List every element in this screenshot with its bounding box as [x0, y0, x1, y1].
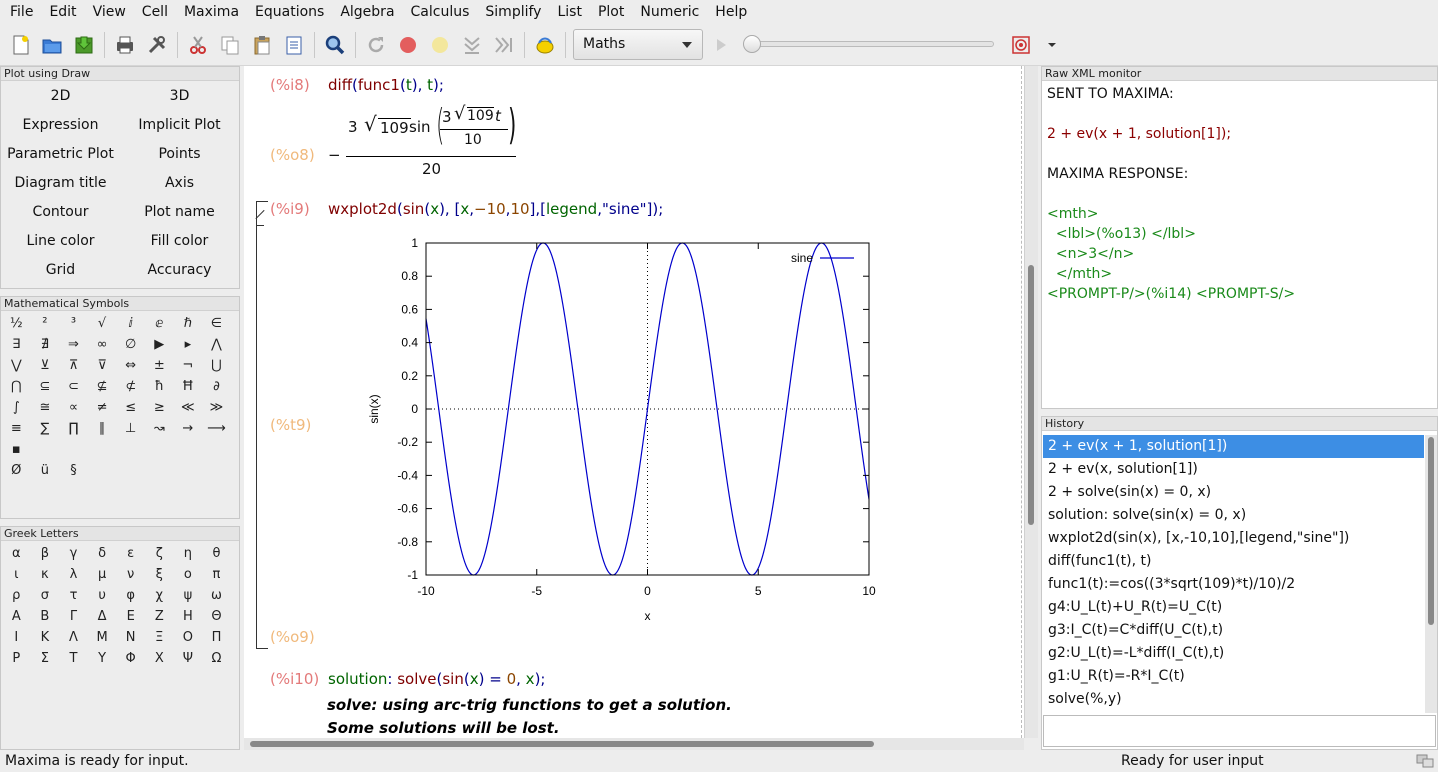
- y-tick-label: -0.4: [397, 468, 418, 483]
- math-symbol-24[interactable]: ⋂: [10, 379, 22, 394]
- draw-fill-color-button[interactable]: Fill color: [150, 233, 209, 249]
- greek-letter-38[interactable]: Ο: [182, 630, 193, 645]
- history-scrollbar[interactable]: [1425, 435, 1437, 713]
- math-symbol-29[interactable]: ħ: [154, 379, 164, 394]
- copy-icon[interactable]: [218, 33, 242, 57]
- cell-type-select[interactable]: [573, 29, 703, 60]
- greek-letter-31[interactable]: Θ: [211, 609, 222, 624]
- greek-letter-35[interactable]: Μ: [96, 630, 108, 645]
- math-symbol-44[interactable]: ⊥: [125, 421, 137, 436]
- y-tick-label: 0.8: [401, 269, 418, 284]
- math-symbol-49: [31, 439, 60, 460]
- scrollbar-thumb-horizontal[interactable]: [250, 741, 874, 747]
- greek-letter-17[interactable]: σ: [40, 588, 50, 603]
- greek-letter-30[interactable]: Η: [182, 609, 193, 624]
- menu-maxima[interactable]: Maxima: [183, 4, 240, 20]
- history-panel: [1041, 416, 1438, 750]
- animation-slider[interactable]: [744, 41, 994, 47]
- menu-help[interactable]: Help: [715, 4, 748, 20]
- overflow-icon[interactable]: [1040, 33, 1064, 57]
- greek-letter-4[interactable]: ε: [127, 546, 135, 561]
- math-symbol-57[interactable]: ü: [40, 463, 50, 478]
- draw-diagram-title-button[interactable]: Diagram title: [14, 175, 107, 191]
- greek-letter-9[interactable]: κ: [41, 567, 49, 582]
- xml-response-line: <n>3</n>: [1047, 246, 1135, 262]
- greek-letter-3[interactable]: δ: [98, 546, 107, 561]
- draw-panel-title: Plot using Draw: [1, 67, 239, 81]
- draw-contour-button[interactable]: Contour: [32, 204, 89, 220]
- history-item[interactable]: wxplot2d(sin(x), [x,-10,10],[legend,"sine"]): [1048, 530, 1350, 546]
- math-symbol-55: [202, 439, 231, 460]
- math-symbol-13[interactable]: ▶: [154, 337, 165, 352]
- greek-letter-23[interactable]: ω: [211, 588, 222, 603]
- draw-implicit-plot-button[interactable]: Implicit Plot: [138, 117, 221, 133]
- history-item[interactable]: solve(%,y): [1048, 691, 1122, 707]
- math-symbol-26[interactable]: ⊂: [68, 379, 79, 394]
- output-label-t9: (%t9): [270, 416, 312, 434]
- history-item[interactable]: solution: solve(sin(x) = 0, x): [1048, 507, 1247, 523]
- find-icon[interactable]: [323, 33, 347, 57]
- math-symbol-50: [59, 439, 88, 460]
- greek-letter-10[interactable]: λ: [69, 567, 78, 582]
- math-symbol-20[interactable]: ⇔: [125, 358, 137, 373]
- cell-bracket-i9[interactable]: [256, 201, 257, 649]
- greek-letter-27[interactable]: Δ: [97, 609, 107, 624]
- history-item[interactable]: 2 + solve(sin(x) = 0, x): [1048, 484, 1212, 500]
- math-symbols-title: Mathematical Symbols: [1, 297, 239, 311]
- history-list[interactable]: [1043, 435, 1424, 713]
- greek-letter-25[interactable]: Β: [40, 609, 50, 624]
- menu-simplify[interactable]: Simplify: [485, 4, 542, 20]
- math-symbol-37[interactable]: ≥: [153, 400, 165, 415]
- math-symbol-51: [88, 439, 117, 460]
- history-item[interactable]: 2 + ev(x, solution[1]): [1048, 461, 1198, 477]
- math-symbol-39[interactable]: ≫: [209, 400, 224, 415]
- math-symbol-12[interactable]: ∅: [125, 337, 137, 352]
- greek-letter-24[interactable]: Α: [11, 609, 21, 624]
- xml-response-line: </mth>: [1047, 266, 1113, 282]
- worksheet-vertical-scrollbar[interactable]: [1024, 66, 1038, 738]
- cell-type-value: Maths: [583, 36, 626, 52]
- math-symbol-54: [174, 439, 203, 460]
- y-tick-label: 0.2: [401, 368, 418, 383]
- input-label-i10: (%i10): [270, 670, 320, 688]
- menubar: [0, 0, 1438, 24]
- x-tick-label: 5: [754, 584, 762, 598]
- math-symbol-34[interactable]: ∝: [68, 400, 79, 415]
- math-symbol-15[interactable]: ⋀: [211, 337, 222, 352]
- xml-monitor-panel: [1041, 66, 1438, 409]
- menu-file[interactable]: File: [10, 4, 34, 20]
- x-tick-label: 10: [862, 584, 876, 598]
- sine-plot: [360, 230, 900, 630]
- output-label-o9: (%o9): [270, 628, 315, 646]
- menu-numeric[interactable]: Numeric: [640, 4, 700, 20]
- math-symbol-10[interactable]: ⇒: [68, 337, 79, 352]
- scrollbar-thumb[interactable]: [1028, 265, 1034, 525]
- greek-letter-32[interactable]: Ι: [14, 630, 19, 645]
- history-title: History: [1042, 417, 1437, 431]
- new-file-icon[interactable]: [9, 33, 33, 57]
- x-tick-label: 0: [644, 584, 651, 598]
- menu-edit[interactable]: Edit: [49, 4, 77, 20]
- math-symbol-47[interactable]: ⟶: [207, 421, 226, 436]
- draw-button-grid: [1, 81, 239, 286]
- input-cell-i8[interactable]: diff(func1(t), t);: [328, 76, 444, 94]
- draw-grid-button[interactable]: Grid: [45, 262, 76, 278]
- math-symbol-11[interactable]: ∞: [96, 337, 108, 352]
- greek-letter-7[interactable]: θ: [212, 546, 221, 561]
- interrupt-icon[interactable]: [396, 33, 420, 57]
- greek-letter-8[interactable]: ι: [14, 567, 19, 582]
- math-symbol-4[interactable]: ⅈ: [128, 316, 133, 331]
- greek-letter-5[interactable]: ζ: [155, 546, 163, 561]
- history-item[interactable]: g1:U_R(t)=-R*I_C(t): [1048, 668, 1185, 684]
- y-tick-label: -0.6: [397, 501, 418, 516]
- export-icon[interactable]: [282, 33, 306, 57]
- math-symbol-5[interactable]: ⅇ: [155, 316, 164, 331]
- math-symbol-17[interactable]: ⊻: [40, 358, 50, 373]
- math-symbol-1[interactable]: ²: [42, 316, 48, 331]
- follow-icon[interactable]: [428, 33, 452, 57]
- input-label-i8: (%i8): [270, 76, 310, 94]
- draw-parametric-plot-button[interactable]: Parametric Plot: [7, 146, 114, 162]
- math-symbol-8[interactable]: ∃: [12, 337, 21, 352]
- y-tick-label: 0.4: [401, 335, 418, 350]
- math-symbol-23[interactable]: ⋃: [211, 358, 222, 373]
- xml-response-line: <PROMPT-P/>(%i14) <PROMPT-S/>: [1047, 286, 1296, 302]
- greek-letter-2[interactable]: γ: [69, 546, 78, 561]
- legend-label: sine: [790, 251, 813, 265]
- greek-letter-22[interactable]: ψ: [183, 588, 193, 603]
- math-symbol-56[interactable]: Ø: [11, 463, 22, 478]
- math-symbol-27[interactable]: ⊈: [96, 379, 108, 394]
- menu-equations[interactable]: Equations: [255, 4, 325, 20]
- draw-3d-button[interactable]: 3D: [169, 88, 190, 104]
- history-scrollbar-thumb[interactable]: [1428, 437, 1434, 625]
- y-tick-label: 0: [411, 402, 418, 416]
- menu-view[interactable]: View: [92, 4, 126, 20]
- greek-letter-6[interactable]: η: [183, 546, 192, 561]
- math-symbol-33[interactable]: ≅: [39, 400, 51, 415]
- greek-letter-44[interactable]: Φ: [125, 651, 136, 666]
- draw-panel: [0, 66, 240, 289]
- output-o8-expression: − 3 √ 109 sin ( 3 √ 109 t 10 ) 20: [328, 100, 517, 178]
- worksheet[interactable]: [244, 66, 1024, 738]
- math-symbol-30[interactable]: Ħ: [181, 379, 194, 394]
- greek-letter-41[interactable]: Σ: [40, 651, 49, 666]
- preferences-icon[interactable]: [145, 33, 169, 57]
- greek-letter-21[interactable]: χ: [155, 588, 164, 603]
- math-symbol-7[interactable]: ∈: [210, 316, 223, 331]
- math-symbol-21[interactable]: ±: [153, 358, 165, 373]
- draw-2d-button[interactable]: 2D: [50, 88, 71, 104]
- chevron-down-icon: [682, 42, 692, 48]
- xml-sent-label: SENT TO MAXIMA:: [1047, 86, 1174, 102]
- math-symbol-grid: [1, 311, 239, 481]
- greek-letter-37[interactable]: Ξ: [155, 630, 164, 645]
- y-tick-label: 0.6: [401, 302, 418, 317]
- toolbar: [0, 24, 1438, 66]
- math-symbol-35[interactable]: ≠: [96, 400, 108, 415]
- evaluate-till-here-icon[interactable]: [492, 33, 516, 57]
- play-icon[interactable]: [709, 33, 733, 57]
- greek-letter-46[interactable]: Ψ: [182, 651, 193, 666]
- greek-letter-34[interactable]: Λ: [69, 630, 78, 645]
- print-icon[interactable]: [113, 33, 137, 57]
- greek-letter-26[interactable]: Γ: [69, 609, 78, 624]
- warning-line-2: Some solutions will be lost.: [327, 719, 560, 737]
- math-symbol-3[interactable]: √: [97, 316, 107, 331]
- greek-letter-16[interactable]: ρ: [12, 588, 21, 603]
- greek-letter-11[interactable]: μ: [97, 567, 107, 582]
- xml-response-label: MAXIMA RESPONSE:: [1047, 166, 1189, 182]
- greek-letter-40[interactable]: Ρ: [12, 651, 21, 666]
- y-tick-label: -0.8: [397, 534, 418, 549]
- math-symbol-9[interactable]: ∄: [40, 337, 49, 352]
- math-symbol-2[interactable]: ³: [70, 316, 77, 331]
- draw-axis-button[interactable]: Axis: [164, 175, 195, 191]
- xml-monitor-content[interactable]: [1042, 81, 1437, 304]
- evaluate-all-icon[interactable]: [460, 33, 484, 57]
- xml-sent-text: 2 + ev(x + 1, solution[1]);: [1047, 126, 1232, 142]
- greek-letter-0[interactable]: α: [12, 546, 21, 561]
- greek-letter-43[interactable]: Υ: [98, 651, 107, 666]
- math-symbols-panel: [0, 296, 240, 519]
- xml-response-line: <lbl>(%o13) </lbl>: [1047, 226, 1196, 242]
- math-symbol-52: [116, 439, 145, 460]
- math-symbol-46[interactable]: →: [182, 421, 194, 436]
- warning-line-1: solve: using arc-trig functions to get a solution.: [327, 696, 732, 714]
- greek-letter-29[interactable]: Ζ: [154, 609, 164, 624]
- input-label-i9: (%i9): [270, 200, 310, 218]
- history-filter-input[interactable]: [1043, 715, 1436, 747]
- y-tick-label: -1: [407, 568, 418, 582]
- menu-list[interactable]: List: [557, 4, 582, 20]
- y-axis-label: sin(x): [367, 394, 381, 424]
- math-symbol-43[interactable]: ∥: [98, 421, 106, 436]
- math-symbol-19[interactable]: ⊽: [97, 358, 107, 373]
- greek-letter-grid: [1, 541, 239, 669]
- network-icon: [1416, 753, 1434, 769]
- greek-letters-title: Greek Letters: [1, 527, 239, 541]
- math-symbol-42[interactable]: ∏: [68, 421, 79, 436]
- save-file-icon[interactable]: [72, 33, 96, 57]
- history-item[interactable]: diff(func1(t), t): [1048, 553, 1152, 569]
- x-tick-label: -5: [531, 584, 543, 598]
- math-symbol-22[interactable]: ¬: [182, 358, 194, 373]
- x-axis-label: x: [644, 609, 651, 623]
- draw-accuracy-button[interactable]: Accuracy: [147, 262, 212, 278]
- x-tick-label: -10: [417, 584, 435, 598]
- history-item[interactable]: 2 + ev(x + 1, solution[1]): [1043, 435, 1424, 458]
- math-symbol-31[interactable]: ∂: [213, 379, 220, 394]
- history-item[interactable]: g3:I_C(t)=C*diff(U_C(t),t): [1048, 622, 1224, 638]
- xml-response-line: <mth>: [1047, 206, 1099, 222]
- greek-letters-panel: [0, 526, 240, 750]
- menu-cell[interactable]: Cell: [141, 4, 168, 20]
- worksheet-horizontal-scrollbar[interactable]: [244, 738, 1024, 750]
- math-symbol-0[interactable]: ½: [9, 316, 23, 331]
- cut-icon[interactable]: [186, 33, 210, 57]
- math-symbol-32[interactable]: ∫: [12, 400, 20, 415]
- math-symbol-14[interactable]: ▸: [184, 337, 192, 352]
- statusbar: [0, 750, 1438, 772]
- math-symbol-38[interactable]: ≪: [181, 400, 195, 415]
- math-symbol-48[interactable]: ▪: [11, 442, 21, 457]
- menu-plot[interactable]: Plot: [597, 4, 625, 20]
- math-symbol-18[interactable]: ⊼: [68, 358, 79, 373]
- math-symbol-58[interactable]: §: [70, 463, 77, 478]
- sidebar-icon[interactable]: [533, 33, 557, 57]
- math-symbol-53: [145, 439, 174, 460]
- greek-letter-39[interactable]: Π: [211, 630, 222, 645]
- greek-letter-15[interactable]: π: [212, 567, 221, 582]
- greek-letter-18[interactable]: τ: [69, 588, 78, 603]
- math-symbol-36[interactable]: ≤: [125, 400, 137, 415]
- greek-letter-13[interactable]: ξ: [155, 567, 163, 582]
- greek-letter-47[interactable]: Ω: [211, 651, 222, 666]
- xml-monitor-title: Raw XML monitor: [1042, 67, 1437, 81]
- greek-letter-20[interactable]: φ: [126, 588, 135, 603]
- draw-expression-button[interactable]: Expression: [22, 117, 99, 133]
- history-item[interactable]: func1(t):=cos((3*sqrt(109)*t)/10)/2: [1048, 576, 1296, 592]
- slider-handle[interactable]: [743, 35, 761, 53]
- math-symbol-45[interactable]: ↝: [153, 421, 165, 436]
- greek-letter-45[interactable]: Χ: [154, 651, 164, 666]
- draw-points-button[interactable]: Points: [158, 146, 201, 162]
- status-right: Ready for user input: [1121, 753, 1264, 769]
- greek-letter-36[interactable]: Ν: [125, 630, 136, 645]
- history-item[interactable]: g4:U_L(t)+U_R(t)=U_C(t): [1048, 599, 1223, 615]
- input-cell-i10[interactable]: solution: solve(sin(x) = 0, x);: [328, 670, 546, 688]
- math-symbol-28[interactable]: ⊄: [125, 379, 137, 394]
- menu-algebra[interactable]: Algebra: [340, 4, 395, 20]
- greek-letter-42[interactable]: Τ: [69, 651, 78, 666]
- history-item[interactable]: g2:U_L(t)=-L*diff(I_C(t),t): [1048, 645, 1225, 661]
- math-symbol-25[interactable]: ⊆: [39, 379, 51, 394]
- output-label-o8: (%o8): [270, 146, 315, 164]
- restart-icon[interactable]: [364, 33, 388, 57]
- y-tick-label: -0.2: [397, 435, 418, 450]
- greek-letter-28[interactable]: Ε: [126, 609, 135, 624]
- math-symbol-41[interactable]: ∑: [40, 421, 50, 436]
- paste-icon[interactable]: [250, 33, 274, 57]
- math-symbol-40[interactable]: ≡: [10, 421, 22, 436]
- input-cell-i9[interactable]: wxplot2d(sin(x), [x,−10,10],[legend,"sine"]);: [328, 200, 664, 218]
- draw-plot-name-button[interactable]: Plot name: [144, 204, 215, 220]
- greek-letter-1[interactable]: β: [40, 546, 50, 561]
- greek-letter-33[interactable]: Κ: [40, 630, 50, 645]
- draw-line-color-button[interactable]: Line color: [26, 233, 95, 249]
- status-left: Maxima is ready for input.: [5, 753, 189, 769]
- math-symbol-6[interactable]: ℏ: [183, 316, 192, 331]
- math-symbol-16[interactable]: ⋁: [10, 358, 22, 373]
- stop-icon[interactable]: [1009, 33, 1033, 57]
- y-tick-label: 1: [411, 236, 418, 250]
- greek-letter-14[interactable]: ο: [183, 567, 192, 582]
- greek-letter-19[interactable]: υ: [98, 588, 106, 603]
- menu-calculus[interactable]: Calculus: [410, 4, 470, 20]
- greek-letter-12[interactable]: ν: [127, 567, 135, 582]
- open-file-icon[interactable]: [40, 33, 64, 57]
